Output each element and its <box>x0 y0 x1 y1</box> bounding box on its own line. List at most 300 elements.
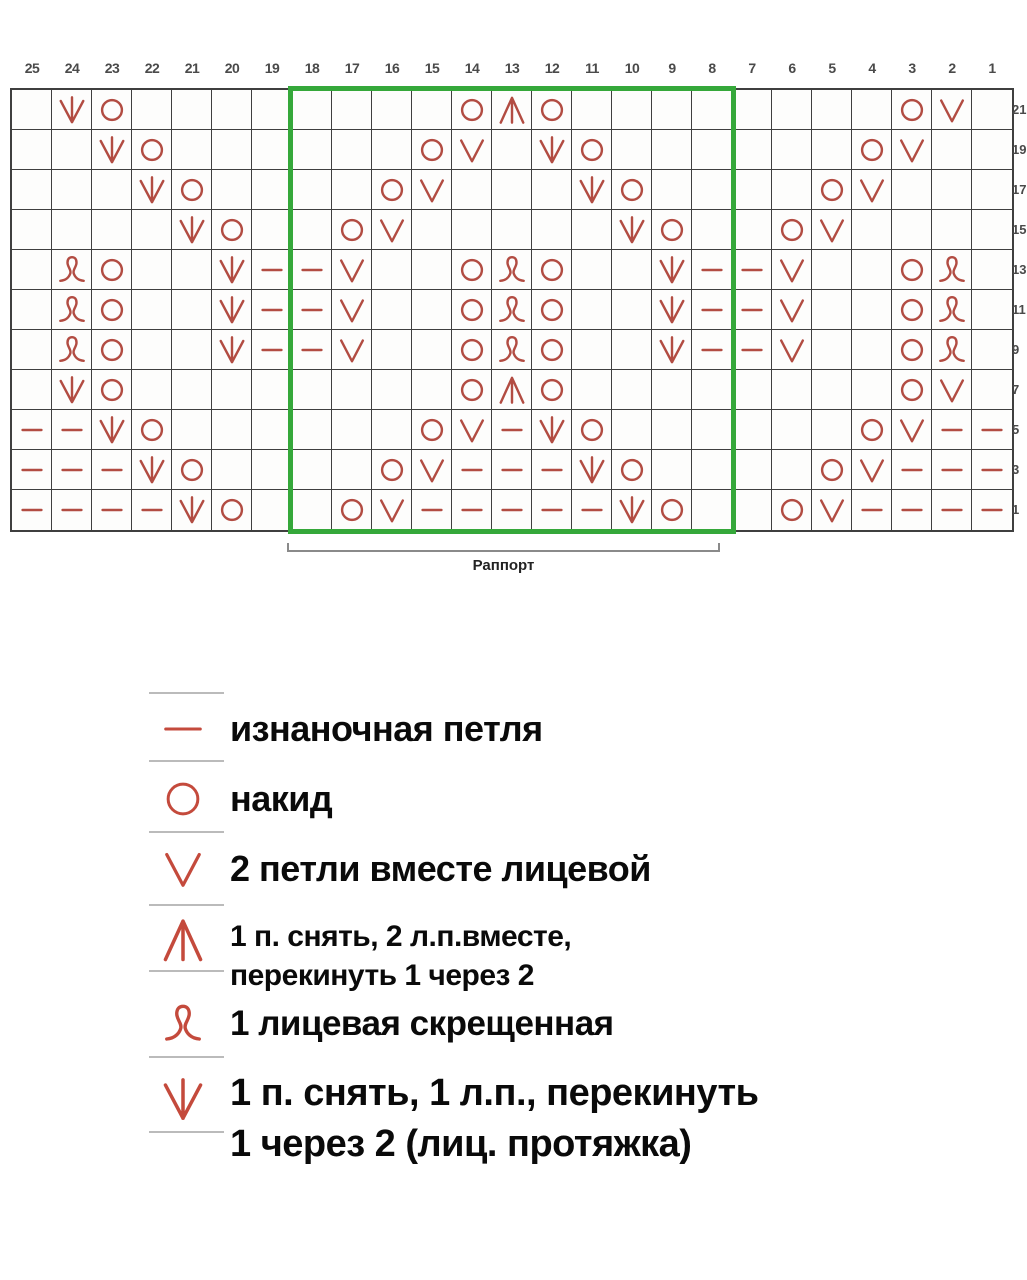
grid-cell <box>452 290 492 330</box>
grid-cell <box>612 130 652 170</box>
yarn-over-icon <box>214 492 250 528</box>
grid-cell <box>572 370 612 410</box>
purl-icon <box>14 492 50 528</box>
grid-cell <box>252 250 292 290</box>
grid-cell <box>52 210 92 250</box>
purl-icon <box>734 332 770 368</box>
grid-cell <box>812 410 852 450</box>
legend-symbol <box>157 914 209 971</box>
yarn-over-icon <box>334 492 370 528</box>
grid-cell <box>412 490 452 530</box>
row-number: 21 <box>1012 102 1027 117</box>
column-number: 9 <box>668 60 676 76</box>
grid-cell <box>292 290 332 330</box>
yarn-over-icon <box>454 332 490 368</box>
grid-cell <box>252 90 292 130</box>
grid-cell <box>532 250 572 290</box>
legend-symbol <box>161 777 205 826</box>
grid-cell <box>452 250 492 290</box>
column-number: 3 <box>908 60 916 76</box>
grid-cell <box>52 170 92 210</box>
k2tog-icon <box>814 212 850 248</box>
repeat-label: Раппорт <box>472 557 535 574</box>
grid-cell <box>372 210 412 250</box>
grid-cell <box>652 490 692 530</box>
grid-cell <box>572 250 612 290</box>
k2tog-icon <box>814 492 850 528</box>
yarn-over-icon <box>534 92 570 128</box>
grid-cell <box>732 330 772 370</box>
sl1-k1-psso-icon <box>134 172 170 208</box>
row-number: 11 <box>1012 302 1026 317</box>
grid-cell <box>972 290 1012 330</box>
grid-cell <box>92 250 132 290</box>
repeat-bracket <box>287 543 720 552</box>
grid-cell <box>412 130 452 170</box>
grid-cell <box>492 90 532 130</box>
grid-cell <box>532 370 572 410</box>
grid-cell <box>212 490 252 530</box>
purl-icon <box>94 452 130 488</box>
k2tog-icon <box>334 252 370 288</box>
grid-cell <box>452 130 492 170</box>
sl1-k1-psso-icon <box>534 132 570 168</box>
grid-cell <box>732 450 772 490</box>
grid-cell <box>852 330 892 370</box>
grid-cell <box>812 290 852 330</box>
grid-cell <box>212 170 252 210</box>
grid-cell <box>932 250 972 290</box>
grid-cell <box>692 490 732 530</box>
grid-cell <box>972 370 1012 410</box>
yarn-over-icon <box>454 372 490 408</box>
k2tog-icon <box>774 292 810 328</box>
sl1-k1-psso-icon <box>534 412 570 448</box>
grid-cell <box>492 210 532 250</box>
legend-separator <box>149 831 224 833</box>
grid-cell <box>92 330 132 370</box>
grid-cell <box>932 490 972 530</box>
grid-cell <box>612 330 652 370</box>
k2tog-icon <box>934 372 970 408</box>
column-number: 14 <box>464 60 480 76</box>
grid-cell <box>412 210 452 250</box>
grid-cell <box>452 330 492 370</box>
grid-cell <box>572 170 612 210</box>
sl1-k1-psso-icon <box>614 212 650 248</box>
grid-cell <box>972 250 1012 290</box>
grid-cell <box>892 330 932 370</box>
grid-cell <box>372 410 412 450</box>
grid-cell <box>132 170 172 210</box>
grid-cell <box>92 410 132 450</box>
sl1-k2tog-psso-icon <box>157 914 209 966</box>
grid-cell <box>772 90 812 130</box>
yarn-over-icon <box>654 492 690 528</box>
grid-cell <box>292 410 332 450</box>
grid-cell <box>292 370 332 410</box>
grid-cell <box>132 250 172 290</box>
grid-cell <box>812 90 852 130</box>
grid-cell <box>12 130 52 170</box>
grid-cell <box>892 410 932 450</box>
grid-cell <box>52 330 92 370</box>
grid-cell <box>412 90 452 130</box>
grid-cell <box>652 290 692 330</box>
grid-cell <box>852 250 892 290</box>
legend-item-line: 1 п. снять, 1 л.п., перекинуть <box>230 1072 759 1114</box>
grid-cell <box>92 90 132 130</box>
purl-icon <box>894 452 930 488</box>
grid-cell <box>612 210 652 250</box>
column-number: 24 <box>64 60 80 76</box>
twisted-knit-icon <box>494 332 530 368</box>
yarn-over-icon <box>134 412 170 448</box>
grid-cell <box>412 290 452 330</box>
row-number: 5 <box>1012 422 1020 437</box>
purl-icon <box>934 492 970 528</box>
grid-cell <box>132 490 172 530</box>
purl-icon <box>534 492 570 528</box>
grid-cell <box>52 490 92 530</box>
grid-cell <box>12 90 52 130</box>
grid-cell <box>332 370 372 410</box>
grid-cell <box>452 210 492 250</box>
sl1-k1-psso-icon <box>134 452 170 488</box>
purl-icon <box>574 492 610 528</box>
grid-cell <box>12 290 52 330</box>
grid-cell <box>772 490 812 530</box>
yarn-over-icon <box>161 777 205 821</box>
column-number: 1 <box>988 60 996 76</box>
column-number: 20 <box>224 60 240 76</box>
grid-cell <box>212 330 252 370</box>
grid-cell <box>252 370 292 410</box>
legend-item-label <box>230 847 651 891</box>
yarn-over-icon <box>894 252 930 288</box>
yarn-over-icon <box>174 172 210 208</box>
grid-cell <box>12 210 52 250</box>
sl1-k1-psso-icon <box>654 292 690 328</box>
grid-cell <box>732 290 772 330</box>
grid-cell <box>492 450 532 490</box>
grid-cell <box>652 410 692 450</box>
legend-item-label <box>230 917 571 995</box>
yarn-over-icon <box>214 212 250 248</box>
grid-cell <box>372 330 412 370</box>
k2tog-icon <box>374 212 410 248</box>
twisted-knit-icon <box>934 332 970 368</box>
grid-cell <box>52 90 92 130</box>
legend-item-line: изнаночная петля <box>230 708 543 749</box>
grid-cell <box>532 450 572 490</box>
grid-cell <box>692 90 732 130</box>
grid-cell <box>532 130 572 170</box>
grid-cell <box>332 410 372 450</box>
grid-cell <box>332 330 372 370</box>
grid-cell <box>132 90 172 130</box>
grid-cell <box>892 170 932 210</box>
grid-cell <box>812 370 852 410</box>
purl-icon <box>94 492 130 528</box>
grid-cell <box>52 450 92 490</box>
grid-cell <box>292 210 332 250</box>
column-number: 19 <box>264 60 280 76</box>
grid-cell <box>132 130 172 170</box>
grid-cell <box>572 290 612 330</box>
purl-icon <box>14 452 50 488</box>
grid-cell <box>212 410 252 450</box>
yarn-over-icon <box>534 252 570 288</box>
grid-cell <box>452 170 492 210</box>
twisted-knit-icon <box>494 292 530 328</box>
sl1-k1-psso-icon <box>174 492 210 528</box>
grid-cell <box>932 450 972 490</box>
grid-cell <box>172 210 212 250</box>
sl1-k1-psso-icon <box>54 372 90 408</box>
grid-cell <box>932 170 972 210</box>
grid-cell <box>852 290 892 330</box>
yarn-over-icon <box>534 372 570 408</box>
grid-cell <box>532 290 572 330</box>
legend-item-line: накид <box>230 778 333 819</box>
grid-cell <box>532 490 572 530</box>
yarn-over-icon <box>334 212 370 248</box>
k2tog-icon <box>414 172 450 208</box>
twisted-knit-icon <box>54 292 90 328</box>
grid-cell <box>332 170 372 210</box>
purl-icon <box>254 252 290 288</box>
grid-cell <box>252 290 292 330</box>
grid-cell <box>52 290 92 330</box>
grid-cell <box>212 210 252 250</box>
legend-separator <box>149 1056 224 1058</box>
grid-cell <box>332 490 372 530</box>
yarn-over-icon <box>94 332 130 368</box>
row-number: 9 <box>1012 342 1020 357</box>
grid-cell <box>52 410 92 450</box>
grid-cell <box>12 330 52 370</box>
grid-cell <box>812 330 852 370</box>
grid-cell <box>772 170 812 210</box>
column-number: 23 <box>104 60 120 76</box>
grid-cell <box>532 90 572 130</box>
purl-icon <box>254 332 290 368</box>
grid-cell <box>572 90 612 130</box>
legend-separator <box>149 904 224 906</box>
k2tog-icon <box>414 452 450 488</box>
grid-cell <box>892 450 932 490</box>
grid-cell <box>52 250 92 290</box>
grid-cell <box>412 370 452 410</box>
legend-separator <box>149 760 224 762</box>
grid-cell <box>612 170 652 210</box>
purl-icon <box>854 492 890 528</box>
grid-cell <box>932 330 972 370</box>
grid-cell <box>292 490 332 530</box>
grid-cell <box>732 250 772 290</box>
purl-icon <box>160 706 206 752</box>
grid-cell <box>652 330 692 370</box>
purl-icon <box>694 252 730 288</box>
grid-cell <box>532 210 572 250</box>
grid-cell <box>692 210 732 250</box>
grid-cell <box>852 210 892 250</box>
yarn-over-icon <box>94 292 130 328</box>
purl-icon <box>694 332 730 368</box>
k2tog-icon <box>894 412 930 448</box>
row-number: 13 <box>1012 262 1027 277</box>
purl-icon <box>734 252 770 288</box>
grid-cell <box>372 290 412 330</box>
grid-cell <box>812 450 852 490</box>
column-number: 16 <box>384 60 400 76</box>
grid-cell <box>852 170 892 210</box>
grid-cell <box>172 410 212 450</box>
sl1-k1-psso-icon <box>214 252 250 288</box>
k2tog-icon <box>334 332 370 368</box>
twisted-knit-icon <box>54 252 90 288</box>
sl1-k1-psso-icon <box>654 332 690 368</box>
k2tog-icon <box>454 132 490 168</box>
grid-cell <box>452 370 492 410</box>
purl-icon <box>414 492 450 528</box>
grid-cell <box>412 170 452 210</box>
twisted-knit-icon <box>934 252 970 288</box>
yarn-over-icon <box>614 172 650 208</box>
grid-cell <box>692 290 732 330</box>
purl-icon <box>14 412 50 448</box>
grid-cell <box>492 130 532 170</box>
grid-cell <box>692 410 732 450</box>
grid-cell <box>292 170 332 210</box>
grid-cell <box>772 330 812 370</box>
sl1-k2tog-psso-icon <box>494 372 530 408</box>
legend-item-line: 1 лицевая скрещенная <box>230 1004 614 1043</box>
grid-cell <box>292 130 332 170</box>
yarn-over-icon <box>774 492 810 528</box>
grid-cell <box>412 450 452 490</box>
purl-icon <box>454 492 490 528</box>
yarn-over-icon <box>614 452 650 488</box>
k2tog-icon <box>159 845 207 893</box>
k2tog-icon <box>854 452 890 488</box>
grid-cell <box>692 130 732 170</box>
grid-cell <box>172 370 212 410</box>
grid-cell <box>372 170 412 210</box>
yarn-over-icon <box>574 132 610 168</box>
grid-cell <box>172 450 212 490</box>
sl1-k1-psso-icon <box>94 412 130 448</box>
grid-cell <box>732 490 772 530</box>
grid-cell <box>412 250 452 290</box>
grid-cell <box>612 450 652 490</box>
column-number: 6 <box>788 60 796 76</box>
grid-cell <box>932 410 972 450</box>
purl-icon <box>254 292 290 328</box>
grid-cell <box>892 490 932 530</box>
purl-icon <box>454 452 490 488</box>
grid-cell <box>212 450 252 490</box>
grid-cell <box>692 370 732 410</box>
grid-cell <box>172 290 212 330</box>
grid-cell <box>452 490 492 530</box>
column-number: 4 <box>868 60 876 76</box>
column-number: 5 <box>828 60 836 76</box>
legend-symbol <box>157 1074 209 1131</box>
grid-cell <box>92 370 132 410</box>
grid-cell <box>532 330 572 370</box>
grid-cell <box>732 90 772 130</box>
grid-cell <box>772 250 812 290</box>
sl1-k1-psso-icon <box>574 452 610 488</box>
grid-cell <box>732 210 772 250</box>
grid-cell <box>12 490 52 530</box>
grid-cell <box>172 250 212 290</box>
grid-cell <box>492 250 532 290</box>
sl1-k1-psso-icon <box>574 172 610 208</box>
grid-cell <box>372 370 412 410</box>
grid-cell <box>12 370 52 410</box>
grid-cell <box>252 490 292 530</box>
row-number: 3 <box>1012 462 1020 477</box>
grid-cell <box>132 210 172 250</box>
yarn-over-icon <box>414 132 450 168</box>
grid-cell <box>12 170 52 210</box>
grid-cell <box>772 410 812 450</box>
grid-cell <box>412 410 452 450</box>
legend-item-label <box>230 777 332 821</box>
grid-cell <box>652 370 692 410</box>
grid-cell <box>172 330 212 370</box>
purl-icon <box>934 452 970 488</box>
grid-cell <box>772 130 812 170</box>
grid-cell <box>572 410 612 450</box>
grid-cell <box>852 410 892 450</box>
knitting-chart-grid <box>10 88 1014 532</box>
legend-symbol <box>158 999 208 1054</box>
grid-cell <box>972 210 1012 250</box>
grid-cell <box>332 90 372 130</box>
purl-icon <box>734 292 770 328</box>
yarn-over-icon <box>94 92 130 128</box>
grid-cell <box>612 90 652 130</box>
grid-cell <box>292 250 332 290</box>
column-number: 11 <box>585 60 599 76</box>
column-number: 12 <box>544 60 560 76</box>
grid-cell <box>932 370 972 410</box>
grid-cell <box>12 450 52 490</box>
k2tog-icon <box>774 252 810 288</box>
grid-cell <box>172 90 212 130</box>
grid-cell <box>612 250 652 290</box>
grid-cell <box>692 450 732 490</box>
grid-cell <box>892 90 932 130</box>
yarn-over-icon <box>174 452 210 488</box>
grid-cell <box>92 210 132 250</box>
grid-cell <box>372 130 412 170</box>
yarn-over-icon <box>454 92 490 128</box>
grid-cell <box>212 250 252 290</box>
grid-cell <box>292 90 332 130</box>
column-number: 2 <box>948 60 956 76</box>
sl1-k1-psso-icon <box>157 1074 209 1126</box>
yarn-over-icon <box>454 252 490 288</box>
column-number: 13 <box>504 60 520 76</box>
legend-item-label <box>230 1068 758 1170</box>
row-number: 15 <box>1012 222 1027 237</box>
grid-cell <box>132 370 172 410</box>
